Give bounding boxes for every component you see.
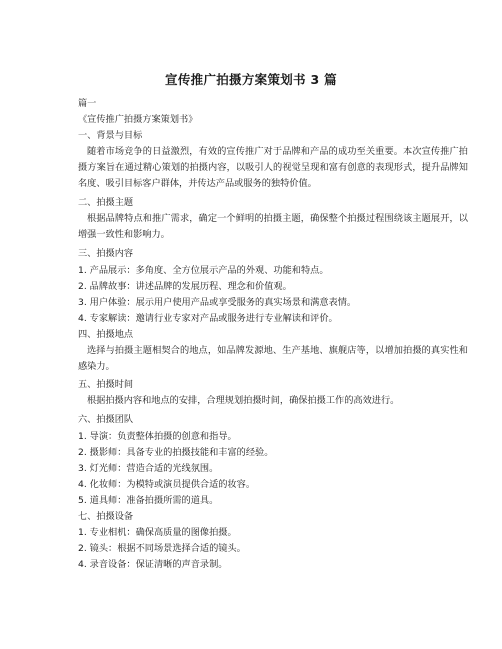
section-heading: 二、拍摄主题 [78,197,134,208]
list-item: 1. 导演：负责整体拍摄的创意和指导。 [78,431,237,442]
section-paragraph: 根据品牌特点和推广需求，确定一个鲜明的拍摄主题，确保整个拍摄过程围绕该主题展开，以增强一致性和影响力。 [78,213,468,240]
list-item: 2. 品牌故事：讲述品牌的发展历程、理念和价值观。 [78,281,292,292]
section-heading: 四、拍摄地点 [78,329,134,340]
list-item: 1. 产品展示：多角度、全方位展示产品的外观、功能和特点。 [78,265,329,276]
section-paragraph: 选择与拍摄主题相契合的地点，如品牌发源地、生产基地、旗舰店等，以增加拍摄的真实性和感染力。 [78,345,468,372]
list-item: 1. 专业相机：确保高质量的图像拍摄。 [78,527,237,538]
section-heading: 七、拍摄设备 [78,511,134,522]
list-item: 2. 摄影师：具备专业的拍摄技能和丰富的经验。 [78,447,274,458]
part-label: 篇一 [78,98,97,109]
list-item: 5. 道具师：准备拍摄所需的道具。 [78,495,219,506]
section-paragraph: 随着市场竞争的日益激烈，有效的宣传推广对于品牌和产品的成功至关重要。本次宣传推广拍摄方案旨在通过精心策划的拍摄内容，以吸引人的视觉呈现和富有创意的表现形式，提升品牌知名度、吸引目标客户群体，并传达产品或服务的独特价值。 [78,146,468,189]
list-item: 3. 灯光师：营造合适的光线氛围。 [78,463,219,474]
book-title: 《宣传推广拍摄方案策划书》 [78,114,198,125]
section-heading: 一、背景与目标 [78,130,143,141]
section-heading: 五、拍摄时间 [78,379,134,390]
document-title: 宣传推广拍摄方案策划书 3 篇 [165,72,337,87]
list-item: 4. 录音设备：保证清晰的声音录制。 [78,559,228,570]
section-heading: 三、拍摄内容 [78,248,134,259]
section-paragraph: 根据拍摄内容和地点的安排，合理规划拍摄时间，确保拍摄工作的高效进行。 [87,395,400,406]
list-item: 4. 化妆师：为模特或演员提供合适的妆容。 [78,479,256,490]
list-item: 4. 专家解读：邀请行业专家对产品或服务进行专业解读和评价。 [78,313,338,324]
section-heading: 六、拍摄团队 [78,414,134,425]
list-item: 3. 用户体验：展示用户使用产品或享受服务的真实场景和满意表情。 [78,297,357,308]
list-item: 2. 镜头：根据不同场景选择合适的镜头。 [78,543,246,554]
